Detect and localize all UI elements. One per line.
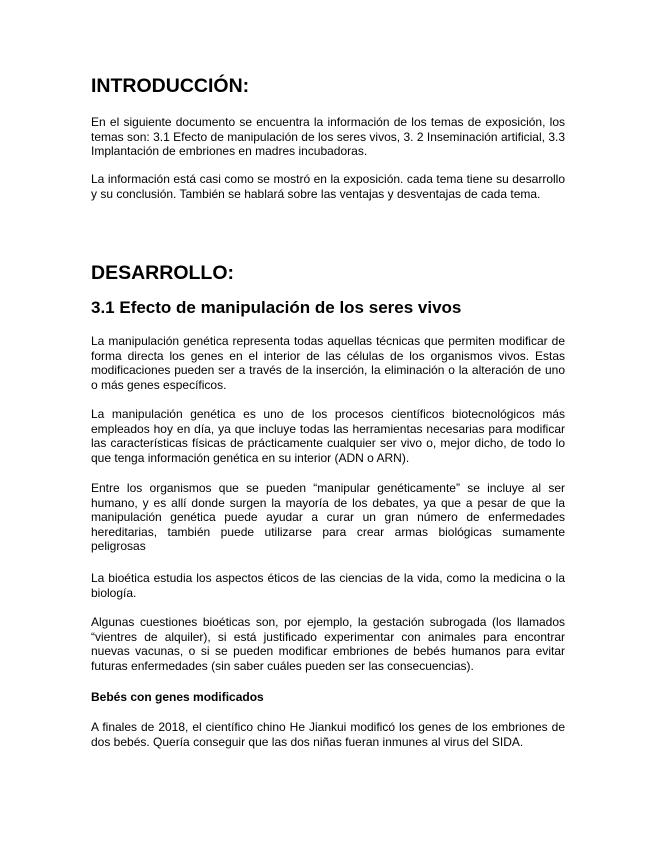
- subheading-modified-babies: Bebés con genes modificados: [91, 690, 264, 704]
- development-heading: DESARROLLO:: [91, 262, 234, 284]
- intro-paragraph-1: En el siguiente documento se encuentra la información de los temas de exposición, los temas son: 3.1 Efecto de manipulación de los seres vivos, 3. 2 Inseminación artificial, 3.3 Implantación de embriones en madres incubadoras.: [91, 115, 565, 159]
- dev-paragraph-2: La manipulación genética es uno de los procesos científicos biotecnológicos más empleados hoy en día, ya que incluye todas las herramientas necesarias para modificar las características físicas de prácticamente cualquier ser vivo o, mejor dicho, de todo lo que tenga información genética en su interior (ADN o ARN).: [91, 407, 565, 465]
- intro-paragraph-2: La información está casi como se mostró en la exposición. cada tema tiene su desarrollo y su conclusión. También se hablará sobre las ventajas y desventajas de cada tema.: [91, 172, 565, 201]
- dev-paragraph-5: Algunas cuestiones bioéticas son, por ejemplo, la gestación subrogada (los llamados “vientres de alquiler), si está justificado experimentar con animales para encontrar nuevas vacunas, o si se pueden modificar embriones de bebés humanos para evitar futuras enfermedades (sin saber cuáles pueden ser las consecuencias).: [91, 615, 565, 673]
- sub-paragraph-1: A finales de 2018, el científico chino He Jiankui modificó los genes de los embriones de dos bebés. Quería conseguir que las dos niñas fueran inmunes al virus del SIDA.: [91, 720, 565, 749]
- dev-paragraph-3: Entre los organismos que se pueden “manipular genéticamente” se incluye al ser humano, y es allí donde surgen la mayoría de los debates, ya que a pesar de que la manipulación genética puede ayudar a curar un gran número de enfermedades hereditarias, también puede utilizarse para crear armas biológicas sumamente peligrosas: [91, 481, 565, 554]
- introduction-heading: INTRODUCCIÓN:: [91, 75, 250, 97]
- dev-paragraph-4: La bioética estudia los aspectos éticos de las ciencias de la vida, como la medicina o la biología.: [91, 571, 565, 600]
- section-title: 3.1 Efecto de manipulación de los seres vivos: [91, 298, 462, 317]
- dev-paragraph-1: La manipulación genética representa todas aquellas técnicas que permiten modificar de forma directa los genes en el interior de las células de los organismos vivos. Estas modificaciones pueden ser a través de la inserción, la eliminación o la alteración de uno o más genes específicos.: [91, 334, 565, 392]
